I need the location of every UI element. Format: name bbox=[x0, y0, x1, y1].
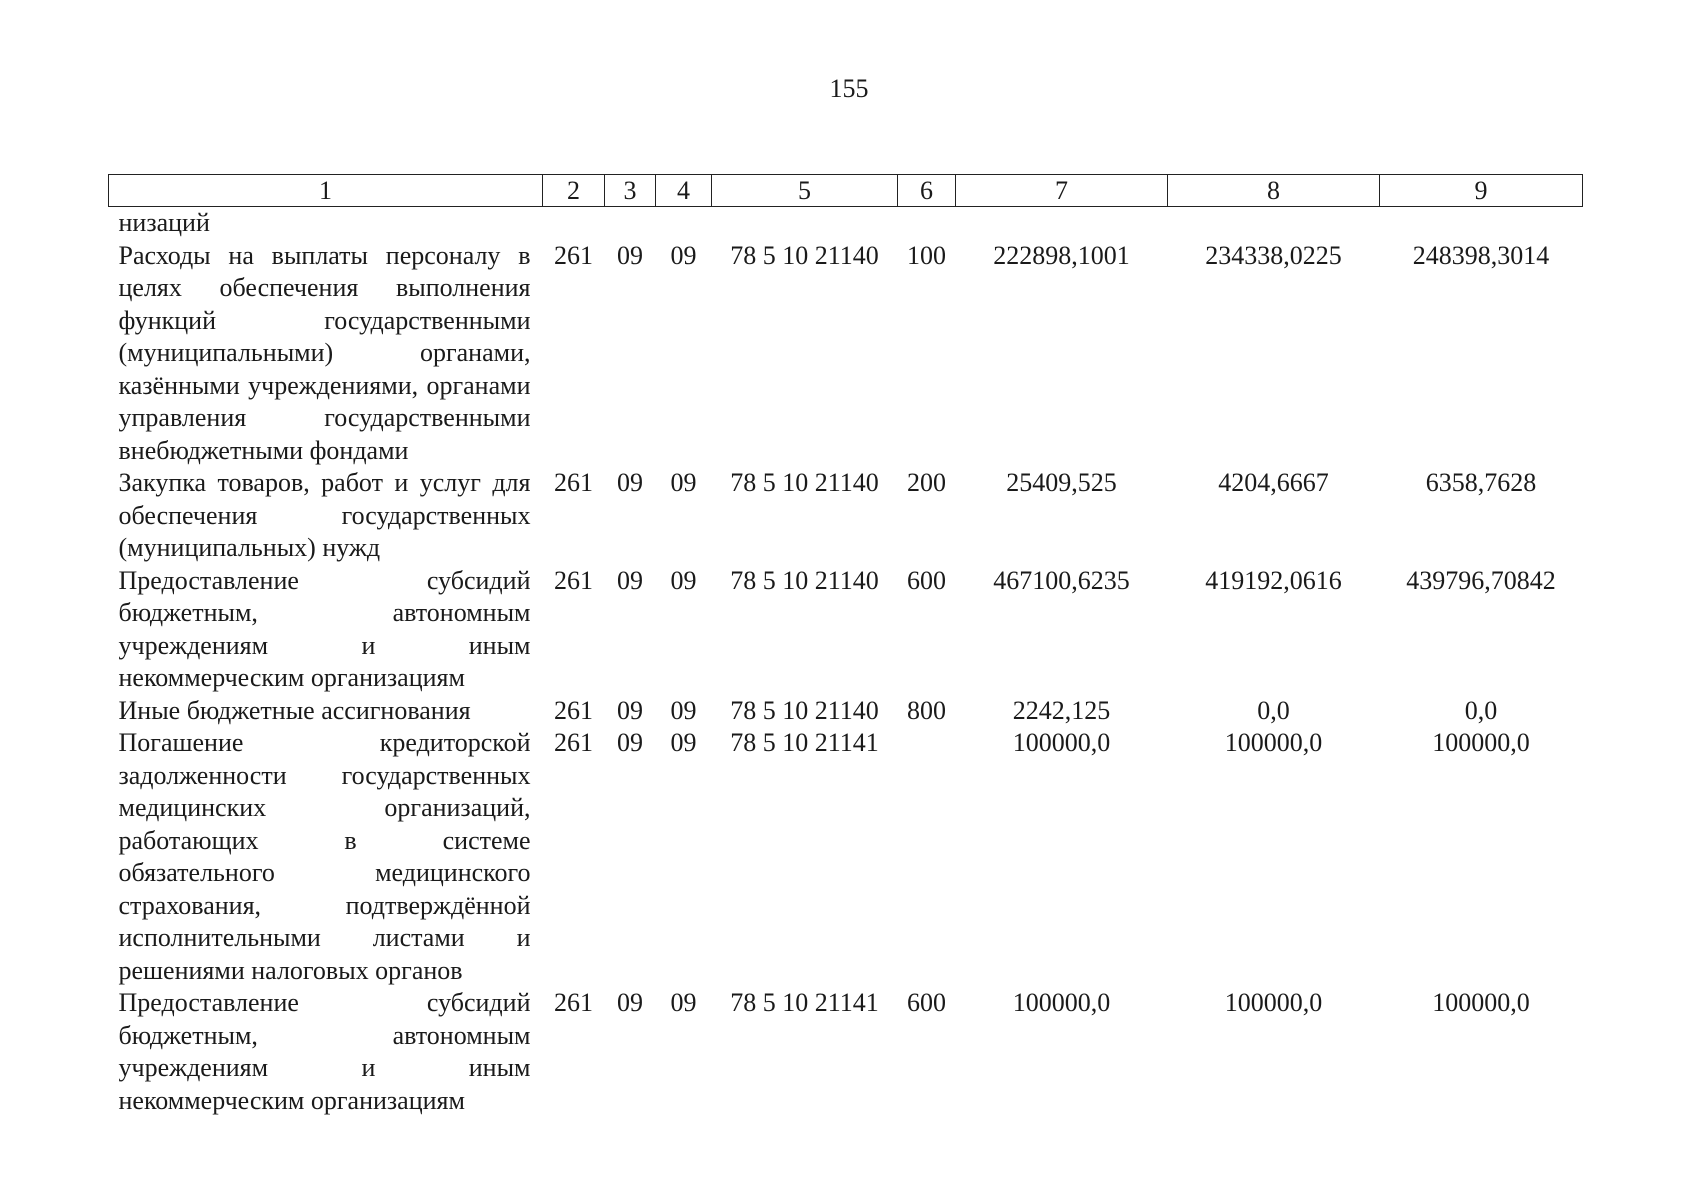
row-subsection-code: 09 bbox=[670, 565, 697, 595]
row-name: Предоставление субсидий бюджетным, автономным учреждениям и иным некоммерческим организациям bbox=[118, 988, 531, 1115]
column-header-5: 5 bbox=[712, 175, 898, 207]
row-amount-2: 419192,0616 bbox=[1205, 565, 1342, 595]
row-target-article: 78 5 10 21140 bbox=[730, 468, 879, 497]
row-subsection-code: 09 bbox=[670, 468, 697, 497]
row-amount-3: 100000,0 bbox=[1432, 728, 1530, 757]
row-section-code: 09 bbox=[617, 695, 643, 725]
table-row bbox=[109, 240, 1583, 468]
row-ministry-code: 261 bbox=[554, 695, 593, 725]
row-name: Расходы на выплаты персоналу в целях обеспечения выполнения функций государственными (муниципальными) органами, казёнными учреждениями, органами управления государственными внебюджетными фондами bbox=[118, 240, 531, 465]
row-amount-1: 467100,6235 bbox=[993, 565, 1130, 595]
row-ministry-code: 261 bbox=[554, 240, 593, 270]
row-amount-3: 439796,70842 bbox=[1406, 565, 1556, 595]
column-header-4: 4 bbox=[656, 175, 712, 207]
column-header-3: 3 bbox=[605, 175, 656, 207]
row-amount-2: 100000,0 bbox=[1224, 728, 1323, 757]
row-section-code: 09 bbox=[617, 565, 643, 595]
column-header-7: 7 bbox=[956, 175, 1168, 207]
row-amount-3: 100000,0 bbox=[1432, 988, 1530, 1017]
row-expense-type bbox=[898, 207, 956, 240]
row-name: Закупка товаров, работ и услуг для обеспечения государственных (муниципальных) нужд bbox=[118, 468, 531, 562]
column-header-8: 8 bbox=[1168, 175, 1380, 207]
page-number: 155 bbox=[829, 74, 869, 103]
table-row bbox=[109, 207, 1583, 240]
row-section-code bbox=[605, 207, 656, 240]
row-amount-2: 234338,0225 bbox=[1205, 240, 1342, 270]
row-amount-1 bbox=[956, 207, 1168, 240]
row-ministry-code: 261 bbox=[554, 728, 593, 757]
row-expense-type: 200 bbox=[907, 468, 946, 497]
table-row bbox=[109, 727, 1583, 987]
row-amount-3: 0,0 bbox=[1464, 695, 1498, 725]
row-name: Погашение кредиторской задолженности государственных медицинских организаций, работающих в системе обязательного медицинского страхования, подтверждённой исполнительными листами и решениями налоговых органов bbox=[118, 728, 531, 985]
row-amount-1: 100000,0 bbox=[1012, 988, 1111, 1017]
row-subsection-code: 09 bbox=[670, 728, 697, 757]
row-ministry-code bbox=[543, 207, 605, 240]
row-target-article: 78 5 10 21141 bbox=[730, 988, 879, 1017]
row-amount-2: 0,0 bbox=[1257, 695, 1290, 725]
row-section-code: 09 bbox=[617, 728, 643, 757]
budget-table bbox=[108, 174, 1583, 1117]
table-row bbox=[109, 565, 1583, 695]
row-ministry-code: 261 bbox=[554, 988, 593, 1017]
row-amount-3: 248398,3014 bbox=[1412, 240, 1550, 270]
column-header-6: 6 bbox=[898, 175, 956, 207]
row-expense-type: 600 bbox=[907, 565, 946, 595]
row-target-article: 78 5 10 21140 bbox=[730, 565, 879, 595]
row-amount-1: 222898,1001 bbox=[993, 240, 1130, 270]
row-amount-1: 2242,125 bbox=[1012, 695, 1111, 725]
row-expense-type: 100 bbox=[907, 240, 946, 270]
row-target-article: 78 5 10 21140 bbox=[730, 240, 879, 270]
row-name: Предоставление субсидий бюджетным, автономным учреждениям и иным некоммерческим организациям bbox=[118, 565, 531, 692]
row-target-article bbox=[712, 207, 898, 240]
row-subsection-code: 09 bbox=[670, 695, 697, 725]
row-subsection-code: 09 bbox=[670, 988, 697, 1017]
table-row bbox=[109, 467, 1583, 565]
row-expense-type: 800 bbox=[907, 695, 946, 725]
row-ministry-code: 261 bbox=[554, 468, 593, 497]
row-subsection-code: 09 bbox=[670, 240, 697, 270]
row-name: Иные бюджетные ассигнования bbox=[118, 695, 471, 725]
row-ministry-code: 261 bbox=[554, 565, 593, 595]
table-header-row bbox=[109, 175, 1583, 207]
table-row bbox=[109, 695, 1583, 728]
row-expense-type bbox=[898, 727, 956, 987]
row-target-article: 78 5 10 21140 bbox=[730, 695, 879, 725]
row-amount-2: 100000,0 bbox=[1224, 988, 1323, 1017]
row-amount-1: 25409,525 bbox=[1006, 468, 1117, 497]
row-amount-3 bbox=[1380, 207, 1583, 240]
row-amount-1: 100000,0 bbox=[1012, 728, 1111, 757]
row-section-code: 09 bbox=[617, 468, 643, 497]
row-subsection-code bbox=[656, 207, 712, 240]
row-amount-3: 6358,7628 bbox=[1425, 468, 1537, 497]
row-section-code: 09 bbox=[617, 240, 643, 270]
row-target-article: 78 5 10 21141 bbox=[730, 728, 879, 757]
row-name: низаций bbox=[118, 208, 210, 237]
row-section-code: 09 bbox=[617, 988, 643, 1017]
table-row bbox=[109, 987, 1583, 1117]
row-amount-2: 4204,6667 bbox=[1218, 468, 1329, 497]
column-header-2: 2 bbox=[543, 175, 605, 207]
column-header-9: 9 bbox=[1380, 175, 1583, 207]
row-amount-2 bbox=[1168, 207, 1380, 240]
column-header-1: 1 bbox=[109, 175, 543, 207]
row-expense-type: 600 bbox=[907, 988, 946, 1017]
